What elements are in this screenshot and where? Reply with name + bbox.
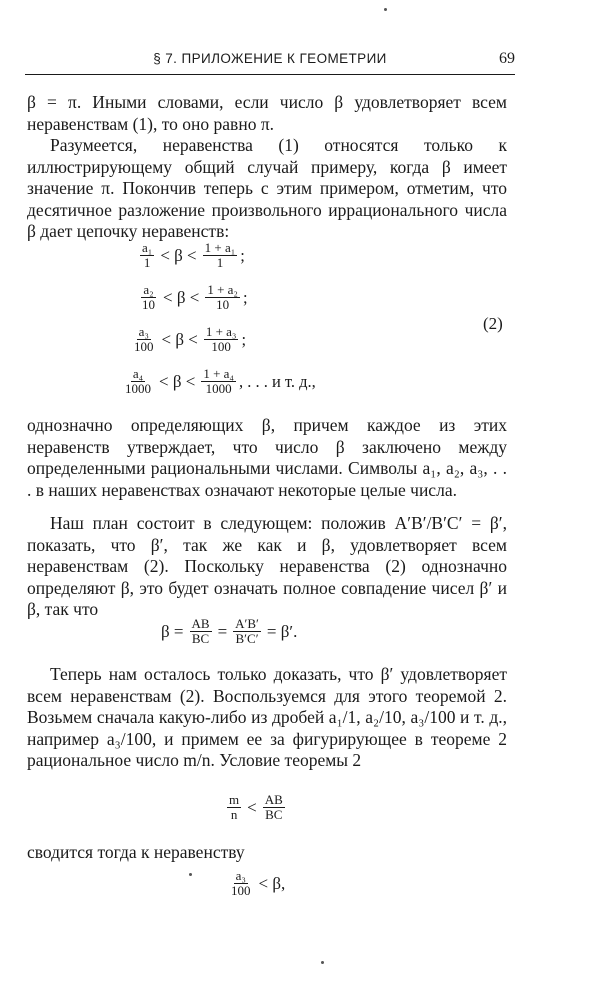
fraction: $\frac{AB}{BC}$ xyxy=(191,616,210,646)
inequality-4: $\frac{\text{a₄}}{1000}$ < β < $\frac{\text{1 + a₄}}{1000}$ , . . . и т. д., xyxy=(125,366,316,396)
paragraph-6: сводится тогда к неравенству xyxy=(27,842,245,862)
paragraph-5: Теперь нам осталось только доказать, что β′ удовлетворяет всем неравенствам (2). Воспользуемся для этого теоремой 2. Возьмем сначала какую-либо из дробей a₁/1, a₂/10, a₃/100 и т. д., например a₃/100, и примем ее за фигурирующее в теореме 2 рациональное число m/n. Условие теоремы 2 xyxy=(27,664,507,770)
theorem-condition: $\frac{m}{n}$ < $\frac{AB}{BC}$ xyxy=(229,792,283,822)
speck xyxy=(321,961,324,964)
fraction: $\frac{\text{1 + a₄}}{1000}$ xyxy=(203,366,234,396)
fraction: $\frac{\text{1 + a₃}}{100}$ xyxy=(205,324,237,354)
fraction: $\frac{\text{a₁}}{1}$ xyxy=(142,240,153,270)
fraction: $\frac{\text{a₃}}{100}$ xyxy=(134,324,154,354)
paragraph-1: β = π. Иными словами, если число β удовлетворяет всем неравенствам (1), то оно равно π. xyxy=(27,92,507,134)
fraction: $\frac{\text{a₄}}{1000}$ xyxy=(125,366,151,396)
fraction: $\frac{\text{a₃}}{100}$ xyxy=(231,868,251,898)
speck xyxy=(384,8,387,11)
inequality-3: $\frac{\text{a₃}}{100}$ < β < $\frac{\text{1 + a₃}}{100}$ ; xyxy=(134,324,247,354)
fraction: $\frac{\text{1 + a₂}}{10}$ xyxy=(207,282,238,312)
fraction: $\frac{m}{n}$ xyxy=(229,792,240,822)
fraction: $\frac{AB}{BC}$ xyxy=(264,792,283,822)
page-number: 69 xyxy=(499,50,515,67)
beta-equation: β = $\frac{AB}{BC}$ = $\frac{A'B'}{B'C'}$ = β′. xyxy=(161,616,298,646)
fraction: $\frac{\text{1 + a₁}}{1}$ xyxy=(204,240,236,270)
fraction: $\frac{A'B'}{B'C'}$ xyxy=(235,616,259,646)
section-title: § 7. ПРИЛОЖЕНИЕ К ГЕОМЕТРИИ xyxy=(153,51,387,66)
running-header xyxy=(25,52,515,75)
speck xyxy=(189,873,192,876)
paragraph-4: Наш план состоит в следующем: положив A′B′/B′C′ = β′, показать, что β′, так же как и β, удовлетворяет всем неравенствам (2). Поскольку неравенства (2) однозначно определяют β, это будет означать полное совпадение чисел β′ и β, так что xyxy=(27,513,507,619)
equation-number: (2) xyxy=(483,314,503,333)
fraction: $\frac{\text{a₂}}{10}$ xyxy=(142,282,155,312)
inequality-1: $\frac{\text{a₁}}{1}$ < β < $\frac{\text{1 + a₁}}{1}$ ; xyxy=(142,240,245,270)
final-inequality: $\frac{\text{a₃}}{100}$ < β, xyxy=(231,868,286,898)
inequality-2: $\frac{\text{a₂}}{10}$ < β < $\frac{\text{1 + a₂}}{10}$ ; xyxy=(142,282,248,312)
paragraph-2: Разумеется, неравенства (1) относятся только к иллюстрирующему общий случай примеру, когда β имеет значение π. Покончив теперь с этим примером, отметим, что десятичное разложение произвольного иррационального числа β дает цепочку неравенств: xyxy=(27,135,507,241)
paragraph-3: однозначно определяющих β, причем каждое из этих неравенств утверждает, что число β заключено между определенными рациональными числами. Символы a₁, a₂, a₃, . . . в наших неравенствах означают некоторые целые числа. xyxy=(27,415,507,500)
